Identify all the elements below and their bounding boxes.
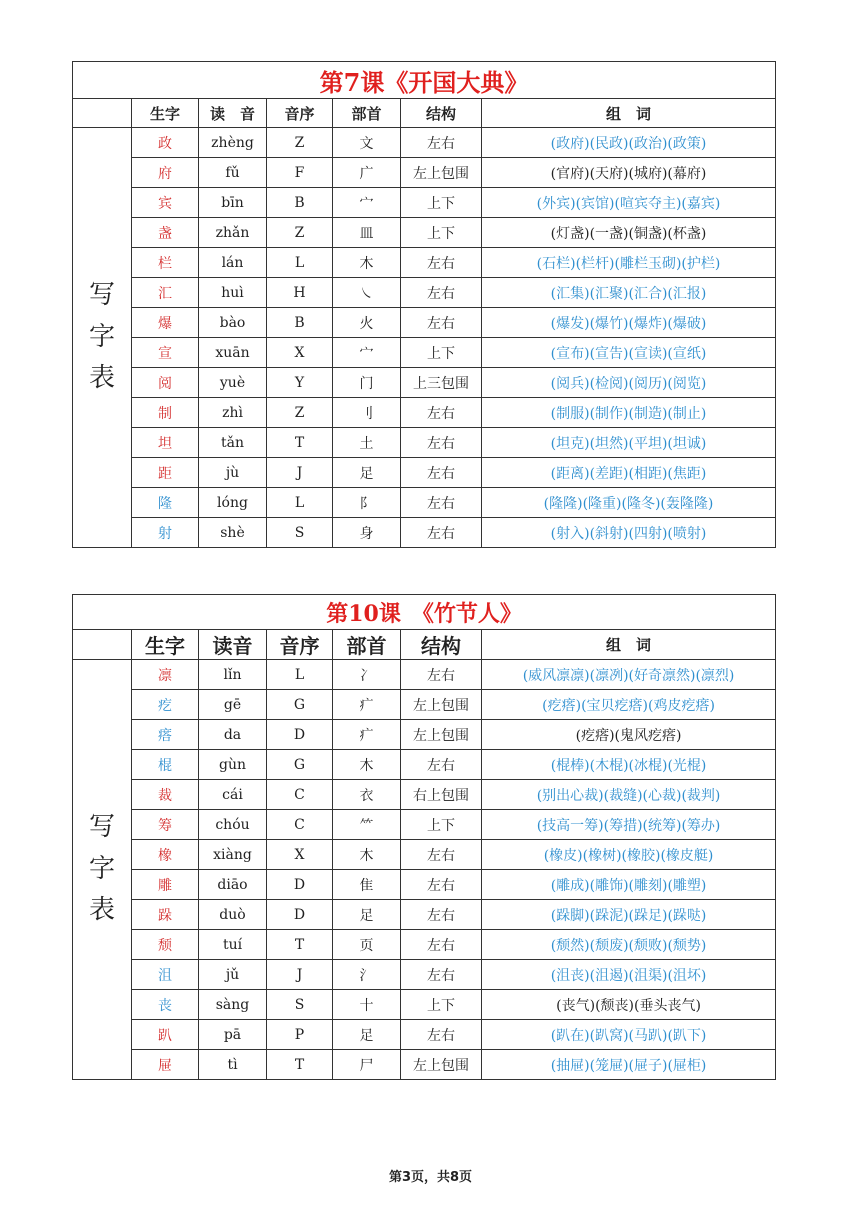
pinyin-cell: da bbox=[199, 720, 267, 750]
structure-cell: 左右 bbox=[401, 428, 482, 458]
words-cell: (阅兵)(检阅)(阅历)(阅览) bbox=[482, 368, 776, 398]
pinyin-cell: fǔ bbox=[199, 158, 267, 188]
header-radical: 部首 bbox=[333, 99, 401, 128]
letter-cell: J bbox=[267, 960, 333, 990]
table-row bbox=[73, 188, 776, 218]
structure-cell: 左上包围 bbox=[401, 690, 482, 720]
words-cell: (颓然)(颓废)(颓败)(颓势) bbox=[482, 930, 776, 960]
letter-cell: G bbox=[267, 750, 333, 780]
char-cell: 趴 bbox=[132, 1020, 199, 1050]
pinyin-cell: xuān bbox=[199, 338, 267, 368]
char-cell: 筹 bbox=[132, 810, 199, 840]
side-label bbox=[73, 128, 132, 548]
radical-cell: 宀 bbox=[333, 338, 401, 368]
radical-cell: 氵 bbox=[333, 960, 401, 990]
table-row bbox=[73, 368, 776, 398]
char-cell: 制 bbox=[132, 398, 199, 428]
letter-cell: Z bbox=[267, 218, 333, 248]
pinyin-cell: huì bbox=[199, 278, 267, 308]
char-cell: 政 bbox=[132, 128, 199, 158]
pinyin-cell: cái bbox=[199, 780, 267, 810]
letter-cell: B bbox=[267, 308, 333, 338]
radical-cell: 疒 bbox=[333, 690, 401, 720]
pinyin-cell: zhǎn bbox=[199, 218, 267, 248]
radical-cell: ⺮ bbox=[333, 810, 401, 840]
words-cell: (疙瘩)(宝贝疙瘩)(鸡皮疙瘩) bbox=[482, 690, 776, 720]
table-row bbox=[73, 458, 776, 488]
side-label-char: 表 bbox=[88, 895, 115, 926]
char-cell: 雕 bbox=[132, 870, 199, 900]
words-cell: (丧气)(颓丧)(垂头丧气) bbox=[482, 990, 776, 1020]
char-cell: 宣 bbox=[132, 338, 199, 368]
char-cell: 栏 bbox=[132, 248, 199, 278]
table-row bbox=[73, 960, 776, 990]
table-row bbox=[73, 338, 776, 368]
words-cell: (雕成)(雕饰)(雕刻)(雕塑) bbox=[482, 870, 776, 900]
letter-cell: X bbox=[267, 840, 333, 870]
radical-cell: 阝 bbox=[333, 488, 401, 518]
words-cell: (射入)(斜射)(四射)(喷射) bbox=[482, 518, 776, 548]
letter-cell: L bbox=[267, 660, 333, 690]
letter-cell: H bbox=[267, 278, 333, 308]
page-number: 第3页，共8页 bbox=[388, 1170, 473, 1185]
structure-cell: 上下 bbox=[401, 188, 482, 218]
letter-cell: T bbox=[267, 1050, 333, 1080]
char-cell: 隆 bbox=[132, 488, 199, 518]
char-cell: 裁 bbox=[132, 780, 199, 810]
radical-cell: 文 bbox=[333, 128, 401, 158]
letter-cell: D bbox=[267, 720, 333, 750]
letter-cell: D bbox=[267, 870, 333, 900]
table-row bbox=[73, 308, 776, 338]
char-cell: 颓 bbox=[132, 930, 199, 960]
structure-cell: 左右 bbox=[401, 278, 482, 308]
words-cell: (政府)(民政)(政治)(政策) bbox=[482, 128, 776, 158]
pinyin-cell: jù bbox=[199, 458, 267, 488]
header-row bbox=[73, 99, 776, 128]
radical-cell: 衣 bbox=[333, 780, 401, 810]
structure-cell: 左右 bbox=[401, 870, 482, 900]
structure-cell: 左右 bbox=[401, 750, 482, 780]
radical-cell: 尸 bbox=[333, 1050, 401, 1080]
lesson-7-table bbox=[72, 61, 776, 548]
char-cell: 疙 bbox=[132, 690, 199, 720]
header-pinyin: 读 音 bbox=[199, 99, 267, 128]
lesson-10-table bbox=[72, 594, 776, 1080]
structure-cell: 左右 bbox=[401, 488, 482, 518]
header-row bbox=[73, 630, 776, 660]
letter-cell: B bbox=[267, 188, 333, 218]
radical-cell: 土 bbox=[333, 428, 401, 458]
pinyin-cell: shè bbox=[199, 518, 267, 548]
char-cell: 射 bbox=[132, 518, 199, 548]
side-label-char: 字 bbox=[88, 321, 115, 352]
header-letter: 音序 bbox=[267, 99, 333, 128]
structure-cell: 上下 bbox=[401, 990, 482, 1020]
structure-cell: 上三包围 bbox=[401, 368, 482, 398]
lesson-title: 第10课 《竹节人》 bbox=[73, 595, 776, 630]
table-row bbox=[73, 660, 776, 690]
side-label-char: 写 bbox=[88, 280, 115, 311]
words-cell: (隆隆)(隆重)(隆冬)(轰隆隆) bbox=[482, 488, 776, 518]
table-row bbox=[73, 518, 776, 548]
table-row bbox=[73, 218, 776, 248]
char-cell: 汇 bbox=[132, 278, 199, 308]
table-row bbox=[73, 1050, 776, 1080]
char-cell: 盏 bbox=[132, 218, 199, 248]
character-rows bbox=[73, 128, 776, 548]
side-label-char: 写 bbox=[88, 812, 115, 843]
table-row bbox=[73, 750, 776, 780]
radical-cell: 足 bbox=[333, 900, 401, 930]
header-char: 生字 bbox=[132, 99, 199, 128]
words-cell: (趴在)(趴窝)(马趴)(趴下) bbox=[482, 1020, 776, 1050]
table-row bbox=[73, 278, 776, 308]
words-cell: (制服)(制作)(制造)(制止) bbox=[482, 398, 776, 428]
table-row bbox=[73, 158, 776, 188]
letter-cell: P bbox=[267, 1020, 333, 1050]
radical-cell: 皿 bbox=[333, 218, 401, 248]
table-row bbox=[73, 930, 776, 960]
char-cell: 瘩 bbox=[132, 720, 199, 750]
structure-cell: 左右 bbox=[401, 840, 482, 870]
structure-cell: 左上包围 bbox=[401, 1050, 482, 1080]
words-cell: (外宾)(宾馆)(喧宾夺主)(嘉宾) bbox=[482, 188, 776, 218]
structure-cell: 左右 bbox=[401, 1020, 482, 1050]
pinyin-cell: yuè bbox=[199, 368, 267, 398]
letter-cell: J bbox=[267, 458, 333, 488]
header-letter: 音序 bbox=[267, 630, 333, 660]
radical-cell: 页 bbox=[333, 930, 401, 960]
structure-cell: 上下 bbox=[401, 218, 482, 248]
words-cell: (距离)(差距)(相距)(焦距) bbox=[482, 458, 776, 488]
header-structure: 结构 bbox=[401, 630, 482, 660]
pinyin-cell: zhì bbox=[199, 398, 267, 428]
letter-cell: T bbox=[267, 428, 333, 458]
letter-cell: Z bbox=[267, 398, 333, 428]
side-label-char: 表 bbox=[88, 363, 115, 394]
char-cell: 沮 bbox=[132, 960, 199, 990]
words-cell: (官府)(天府)(城府)(幕府) bbox=[482, 158, 776, 188]
char-cell: 坦 bbox=[132, 428, 199, 458]
words-cell: (汇集)(汇聚)(汇合)(汇报) bbox=[482, 278, 776, 308]
pinyin-cell: bīn bbox=[199, 188, 267, 218]
words-cell: (石栏)(栏杆)(雕栏玉砌)(护栏) bbox=[482, 248, 776, 278]
header-structure: 结构 bbox=[401, 99, 482, 128]
pinyin-cell: jǔ bbox=[199, 960, 267, 990]
lesson-title: 第7课《开国大典》 bbox=[73, 62, 776, 99]
pinyin-cell: xiàng bbox=[199, 840, 267, 870]
header-words: 组 词 bbox=[482, 630, 776, 660]
char-cell: 凛 bbox=[132, 660, 199, 690]
words-cell: (威风凛凛)(凛冽)(好奇凛然)(凛烈) bbox=[482, 660, 776, 690]
structure-cell: 左右 bbox=[401, 518, 482, 548]
header-blank bbox=[73, 630, 132, 660]
words-cell: (爆发)(爆竹)(爆炸)(爆破) bbox=[482, 308, 776, 338]
structure-cell: 左右 bbox=[401, 660, 482, 690]
structure-cell: 左右 bbox=[401, 308, 482, 338]
structure-cell: 左右 bbox=[401, 128, 482, 158]
char-cell: 丧 bbox=[132, 990, 199, 1020]
table-row bbox=[73, 128, 776, 158]
pinyin-cell: lán bbox=[199, 248, 267, 278]
structure-cell: 上下 bbox=[401, 810, 482, 840]
structure-cell: 左右 bbox=[401, 930, 482, 960]
header-char: 生字 bbox=[132, 630, 199, 660]
char-cell: 屉 bbox=[132, 1050, 199, 1080]
radical-cell: 隹 bbox=[333, 870, 401, 900]
letter-cell: F bbox=[267, 158, 333, 188]
radical-cell: 刂 bbox=[333, 398, 401, 428]
table-row bbox=[73, 990, 776, 1020]
radical-cell: 广 bbox=[333, 158, 401, 188]
pinyin-cell: bào bbox=[199, 308, 267, 338]
structure-cell: 左上包围 bbox=[401, 720, 482, 750]
table-row bbox=[73, 870, 776, 900]
table-row bbox=[73, 780, 776, 810]
letter-cell: X bbox=[267, 338, 333, 368]
radical-cell: 疒 bbox=[333, 720, 401, 750]
header-words: 组 词 bbox=[482, 99, 776, 128]
table-row bbox=[73, 248, 776, 278]
radical-cell: 冫 bbox=[333, 660, 401, 690]
words-cell: (橡皮)(橡树)(橡胶)(橡皮艇) bbox=[482, 840, 776, 870]
table-row bbox=[73, 900, 776, 930]
structure-cell: 上下 bbox=[401, 338, 482, 368]
words-cell: (技高一筹)(筹措)(统筹)(筹办) bbox=[482, 810, 776, 840]
letter-cell: G bbox=[267, 690, 333, 720]
structure-cell: 左右 bbox=[401, 900, 482, 930]
pinyin-cell: pā bbox=[199, 1020, 267, 1050]
pinyin-cell: tuí bbox=[199, 930, 267, 960]
char-cell: 距 bbox=[132, 458, 199, 488]
header-pinyin: 读音 bbox=[199, 630, 267, 660]
radical-cell: ㇏ bbox=[333, 278, 401, 308]
radical-cell: 足 bbox=[333, 1020, 401, 1050]
side-label bbox=[73, 660, 132, 1080]
table-row bbox=[73, 810, 776, 840]
char-cell: 宾 bbox=[132, 188, 199, 218]
letter-cell: T bbox=[267, 930, 333, 960]
words-cell: (跺脚)(跺泥)(跺足)(跺哒) bbox=[482, 900, 776, 930]
structure-cell: 左右 bbox=[401, 398, 482, 428]
pinyin-cell: lǐn bbox=[199, 660, 267, 690]
pinyin-cell: sàng bbox=[199, 990, 267, 1020]
table-row bbox=[73, 488, 776, 518]
letter-cell: Y bbox=[267, 368, 333, 398]
table-row bbox=[73, 428, 776, 458]
radical-cell: 足 bbox=[333, 458, 401, 488]
table-row bbox=[73, 1020, 776, 1050]
letter-cell: D bbox=[267, 900, 333, 930]
radical-cell: 木 bbox=[333, 248, 401, 278]
pinyin-cell: tì bbox=[199, 1050, 267, 1080]
structure-cell: 左右 bbox=[401, 960, 482, 990]
table-row bbox=[73, 840, 776, 870]
structure-cell: 右上包围 bbox=[401, 780, 482, 810]
radical-cell: 宀 bbox=[333, 188, 401, 218]
words-cell: (灯盏)(一盏)(铜盏)(杯盏) bbox=[482, 218, 776, 248]
character-rows bbox=[73, 660, 776, 1080]
char-cell: 跺 bbox=[132, 900, 199, 930]
words-cell: (宣布)(宣告)(宣读)(宣纸) bbox=[482, 338, 776, 368]
structure-cell: 左右 bbox=[401, 248, 482, 278]
pinyin-cell: zhèng bbox=[199, 128, 267, 158]
char-cell: 棍 bbox=[132, 750, 199, 780]
words-cell: (沮丧)(沮遏)(沮渠)(沮坏) bbox=[482, 960, 776, 990]
words-cell: (别出心裁)(裁缝)(心裁)(裁判) bbox=[482, 780, 776, 810]
pinyin-cell: chóu bbox=[199, 810, 267, 840]
letter-cell: L bbox=[267, 248, 333, 278]
structure-cell: 左上包围 bbox=[401, 158, 482, 188]
letter-cell: C bbox=[267, 780, 333, 810]
char-cell: 府 bbox=[132, 158, 199, 188]
char-cell: 橡 bbox=[132, 840, 199, 870]
radical-cell: 门 bbox=[333, 368, 401, 398]
radical-cell: 十 bbox=[333, 990, 401, 1020]
radical-cell: 身 bbox=[333, 518, 401, 548]
pinyin-cell: diāo bbox=[199, 870, 267, 900]
header-radical: 部首 bbox=[333, 630, 401, 660]
words-cell: (疙瘩)(鬼风疙瘩) bbox=[482, 720, 776, 750]
char-cell: 阅 bbox=[132, 368, 199, 398]
pinyin-cell: duò bbox=[199, 900, 267, 930]
letter-cell: C bbox=[267, 810, 333, 840]
words-cell: (棍棒)(木棍)(冰棍)(光棍) bbox=[482, 750, 776, 780]
radical-cell: 木 bbox=[333, 840, 401, 870]
pinyin-cell: gùn bbox=[199, 750, 267, 780]
char-cell: 爆 bbox=[132, 308, 199, 338]
table-row bbox=[73, 398, 776, 428]
words-cell: (抽屉)(笼屉)(屉子)(屉柜) bbox=[482, 1050, 776, 1080]
header-blank bbox=[73, 99, 132, 128]
letter-cell: S bbox=[267, 518, 333, 548]
side-label-char: 字 bbox=[88, 853, 115, 884]
letter-cell: S bbox=[267, 990, 333, 1020]
letter-cell: Z bbox=[267, 128, 333, 158]
pinyin-cell: lóng bbox=[199, 488, 267, 518]
radical-cell: 木 bbox=[333, 750, 401, 780]
pinyin-cell: gē bbox=[199, 690, 267, 720]
letter-cell: L bbox=[267, 488, 333, 518]
structure-cell: 左右 bbox=[401, 458, 482, 488]
words-cell: (坦克)(坦然)(平坦)(坦诚) bbox=[482, 428, 776, 458]
table-row bbox=[73, 690, 776, 720]
table-row bbox=[73, 720, 776, 750]
pinyin-cell: tǎn bbox=[199, 428, 267, 458]
radical-cell: 火 bbox=[333, 308, 401, 338]
